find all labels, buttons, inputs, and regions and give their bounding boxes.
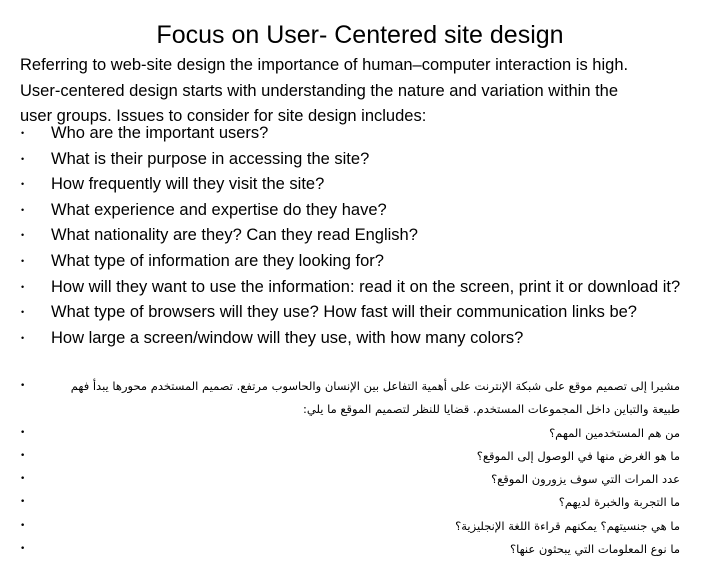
question-text: What type of information are they looking for? <box>51 251 384 270</box>
list-item <box>20 249 690 275</box>
list-item <box>20 300 690 326</box>
bullet-icon: • <box>20 381 26 391</box>
english-question-list <box>20 121 690 351</box>
list-item <box>20 172 690 198</box>
bullet-icon: • <box>21 128 25 138</box>
list-item <box>20 468 680 491</box>
question-text: How large a screen/window will they use, with how many colors? <box>51 328 524 347</box>
arabic-text: ما التجربة والخبرة لديهم؟ <box>558 495 680 510</box>
list-item <box>20 422 680 445</box>
bullet-icon: • <box>20 427 26 438</box>
bullet-icon: • <box>21 204 25 215</box>
bullet-icon: • <box>21 281 25 292</box>
bullet-icon: • <box>21 307 25 318</box>
bullet-icon: • <box>21 230 25 241</box>
arabic-text: من هم المستخدمين المهم؟ <box>549 425 680 440</box>
intro-line: user groups. Issues to consider for site design includes: <box>20 107 427 126</box>
bullet-icon: • <box>20 497 26 508</box>
question-text: What is their purpose in accessing the site? <box>51 149 370 168</box>
bullet-icon: • <box>21 255 25 266</box>
bullet-icon: • <box>21 153 25 164</box>
arabic-question-list <box>20 375 680 561</box>
list-item <box>20 491 680 514</box>
bullet-icon: • <box>21 332 25 343</box>
list-item <box>20 121 690 147</box>
question-text: How frequently will they visit the site? <box>51 175 325 194</box>
list-item <box>20 223 690 249</box>
arabic-text: ما هي جنسيتهم؟ يمكنهم قراءة اللغة الإنجليزية؟ <box>455 518 680 533</box>
arabic-text: ما نوع المعلومات التي يبحثون عنها؟ <box>509 542 680 557</box>
question-text: Who are the important users? <box>51 124 269 142</box>
list-item <box>20 275 690 301</box>
intro-line: Referring to web-site design the importance of human–computer interaction is high. <box>20 56 629 74</box>
bullet-icon: • <box>20 544 26 555</box>
list-item <box>20 198 690 224</box>
list-item <box>20 375 680 422</box>
list-item <box>20 538 680 561</box>
bullet-icon: • <box>20 520 26 531</box>
intro-paragraph <box>20 53 690 130</box>
arabic-text: ما هو الغرض منها في الوصول إلى الموقع؟ <box>476 448 680 463</box>
slide-title: Focus on User- Centered site design <box>156 21 564 49</box>
question-text: How will they want to use the information: read it on the screen, print it or download it? <box>51 277 681 296</box>
list-item <box>20 326 690 352</box>
bullet-icon: • <box>21 179 25 190</box>
arabic-text: عدد المرات التي سوف يزورون الموقع؟ <box>491 472 680 487</box>
question-text: What experience and expertise do they have? <box>51 200 387 219</box>
list-item <box>20 147 690 173</box>
arabic-text: مشيرا إلى تصميم موقع على شبكة الإنترنت على أهمية التفاعل بين الإنسان والحاسوب مرتفع. تصميم المستخدم محورها يبدأ فهم طبيعة والتباين داخل المجموعات المستخدم. قضايا للنظر لتصميم الموقع ما يلي: <box>70 379 680 417</box>
bullet-icon: • <box>20 450 26 461</box>
list-item <box>20 445 680 468</box>
question-text: What type of browsers will they use? How fast will their communication links be? <box>51 303 637 322</box>
bullet-icon: • <box>20 474 26 485</box>
intro-line: User-centered design starts with understanding the nature and variation within the <box>20 81 619 100</box>
list-item <box>20 515 680 538</box>
question-text: What nationality are they? Can they read English? <box>51 226 418 245</box>
